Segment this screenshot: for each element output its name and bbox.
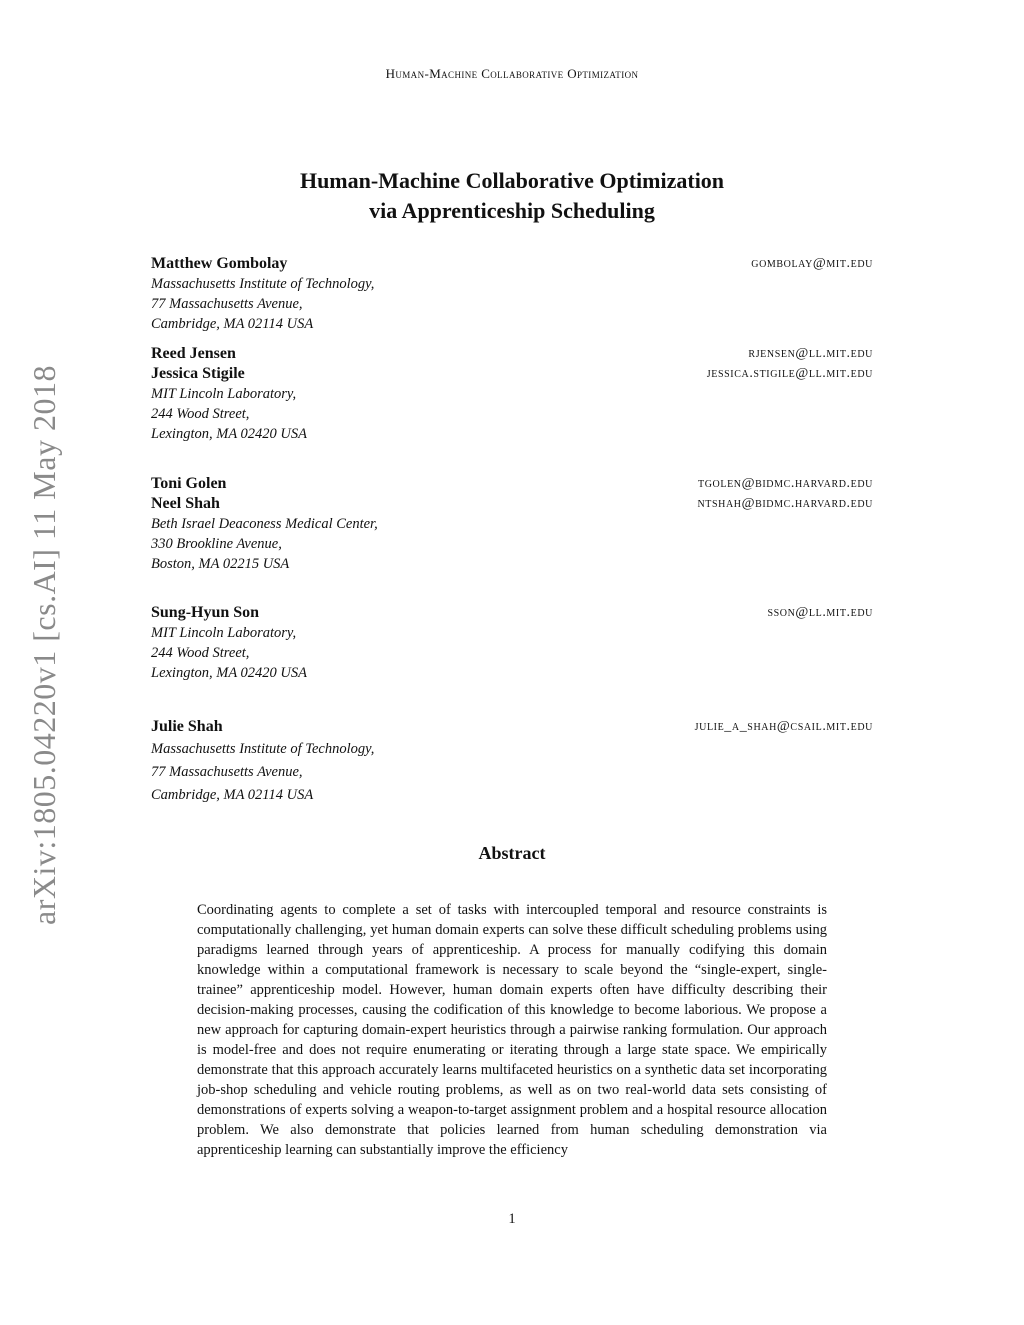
affiliation-line: Cambridge, MA 02114 USA (151, 316, 314, 332)
author-group-lincoln-1 (151, 344, 873, 444)
author-email[interactable]: tgolen@bidmc.harvard.edu (698, 476, 873, 491)
affiliation-line: Lexington, MA 02420 USA (151, 426, 307, 442)
abstract-body: Coordinating agents to complete a set of tasks with intercoupled temporal and resource constraints is computationally challenging, yet human domain experts can solve these difficult scheduling problems using paradigms learned through years of apprenticeship. A process for manually codifying this domain knowledge within a computational framework is necessary to scale beyond the “single-expert, single-trainee” apprenticeship model. However, human domain experts often have difficulty describing their decision-making processes, causing the codification of this knowledge to become laborious. We propose a new approach for capturing domain-expert heuristics through a pairwise ranking formulation. Our approach is model-free and does not require enumerating or iterating through a large state space. We empirically demonstrate that this approach accurately learns multifaceted heuristics on a synthetic data set incorporating job-shop scheduling and vehicle routing problems, as well as on two real-world data sets consisting of demonstrations of experts solving a weapon-to-target assignment problem and a hospital resource allocation problem. We also demonstrate that policies learned from human scheduling demonstration via apprenticeship learning can substantially improve the efficiency (197, 902, 827, 1158)
affiliation-line: 330 Brookline Avenue, (151, 536, 282, 552)
author-email[interactable]: gombolay@mit.edu (751, 256, 873, 271)
affiliation-line: 244 Wood Street, (151, 645, 250, 661)
affiliation-line: MIT Lincoln Laboratory, (151, 386, 297, 402)
author-name: Julie Shah (151, 718, 223, 735)
author-row (151, 254, 873, 274)
author-group-csail (151, 716, 873, 807)
arxiv-identifier-stamp: arXiv:1805.04220v1 [cs.AI] 11 May 2018 (26, 365, 62, 925)
affiliation-line: MIT Lincoln Laboratory, (151, 625, 297, 641)
affiliation-line: Massachusetts Institute of Technology, (151, 741, 375, 757)
author-name: Toni Golen (151, 475, 227, 492)
paper-title (0, 166, 1024, 226)
author-name: Neel Shah (151, 495, 220, 512)
affiliation-line: 77 Massachusetts Avenue, (151, 296, 303, 312)
title-line-1: Human-Machine Collaborative Optimization (299, 168, 725, 193)
title-line-2: via Apprenticeship Scheduling (369, 198, 655, 223)
author-email[interactable]: jessica.stigile@ll.mit.edu (706, 366, 873, 381)
author-group-bidmc (151, 474, 873, 574)
affiliation-line: Lexington, MA 02420 USA (151, 665, 307, 681)
author-row (151, 364, 873, 384)
affiliation-line: Beth Israel Deaconess Medical Center, (151, 516, 378, 532)
author-group-gombolay (151, 254, 873, 334)
author-email[interactable]: julie_a_shah@csail.mit.edu (694, 719, 873, 734)
author-row (151, 716, 873, 738)
author-email[interactable]: sson@ll.mit.edu (767, 605, 873, 620)
affiliation-line: 77 Massachusetts Avenue, (151, 764, 303, 780)
author-row (151, 344, 873, 364)
author-row (151, 474, 873, 494)
author-email[interactable]: rjensen@ll.mit.edu (748, 346, 873, 361)
author-row (151, 494, 873, 514)
author-name: Matthew Gombolay (151, 255, 288, 272)
affiliation-line: Boston, MA 02215 USA (151, 556, 290, 572)
author-email[interactable]: ntshah@bidmc.harvard.edu (697, 496, 873, 511)
author-name: Reed Jensen (151, 345, 236, 362)
running-head: Human-Machine Collaborative Optimization (385, 66, 639, 81)
page-number: 1 (508, 1211, 516, 1227)
affiliation-line: Massachusetts Institute of Technology, (151, 276, 375, 292)
affiliation-line: 244 Wood Street, (151, 406, 250, 422)
author-name: Jessica Stigile (151, 365, 245, 382)
author-row (151, 603, 873, 623)
affiliation-line: Cambridge, MA 02114 USA (151, 787, 314, 803)
author-group-lincoln-2 (151, 603, 873, 683)
abstract-heading: Abstract (478, 843, 546, 863)
author-name: Sung-Hyun Son (151, 604, 260, 621)
